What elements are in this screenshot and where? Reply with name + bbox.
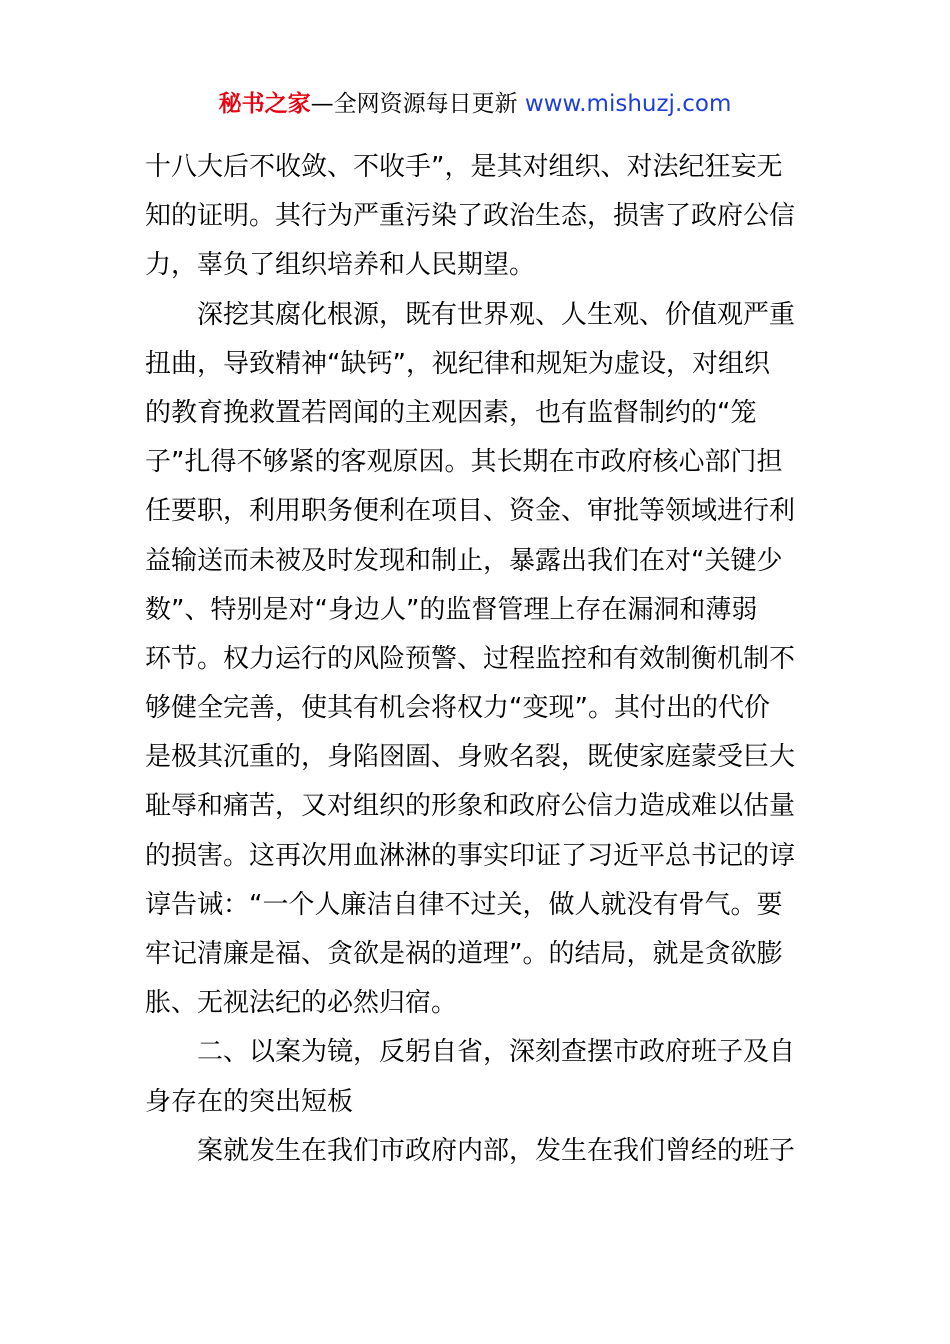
brand-name: 秘书之家 xyxy=(218,91,311,117)
text-line: 扭曲，导致精神“缺钙”，视纪律和规矩为虚设，对组织 xyxy=(145,348,770,379)
text-line: 案就发生在我们市政府内部，发生在我们曾经的班子 xyxy=(197,1135,796,1166)
text-line: 够健全完善，使其有机会将权力“变现”。其付出的代价 xyxy=(145,693,770,724)
document-body xyxy=(145,143,807,1176)
section-heading-line: 二、以案为镜，反躬自省，深刻查摆市政府班子及自 xyxy=(197,1037,796,1068)
text-line: 任要职，利用职务便利在项目、资金、审批等领域进行利 xyxy=(145,496,796,527)
text-line: 力，辜负了组织培养和人民期望。 xyxy=(145,250,536,281)
text-line: 的损害。这再次用血淋淋的事实印证了习近平总书记的谆 xyxy=(145,840,796,871)
text-line: 益输送而未被及时发现和制止，暴露出我们在对“关键少 xyxy=(145,545,783,576)
text-line: 数”、特别是对“身边人”的监督管理上存在漏洞和薄弱 xyxy=(145,594,758,625)
text-line: 十八大后不收敛、不收手”，是其对组织、对法纪狂妄无 xyxy=(145,152,783,182)
text-line: 谆告诫：“一个人廉洁自律不过关，做人就没有骨气。要 xyxy=(145,889,783,920)
text-line: 胀、无视法纪的必然归宿。 xyxy=(145,988,458,1019)
text-line: 的教育挽救置若罔闻的主观因素，也有监督制约的“笼 xyxy=(145,397,757,428)
text-line: 环节。权力运行的风险预警、过程监控和有效制衡机制不 xyxy=(145,643,796,674)
text-line: 深挖其腐化根源，既有世界观、人生观、价值观严重 xyxy=(197,299,796,330)
header-url-link[interactable]: www.mishuzj.com xyxy=(524,91,732,117)
text-line: 耻辱和痛苦，又对组织的形象和政府公信力造成难以估量 xyxy=(145,791,796,822)
text-line: 牢记清廉是福、贪欲是祸的道理”。的结局，就是贪欲膨 xyxy=(145,939,783,969)
text-line: 知的证明。其行为严重污染了政治生态，损害了政府公信 xyxy=(145,201,796,232)
section-heading-line: 身存在的突出短板 xyxy=(145,1086,354,1117)
text-line: 是极其沉重的，身陷囹圄、身败名裂，既使家庭蒙受巨大 xyxy=(145,742,796,773)
text-line: 子”扎得不够紧的客观原因。其长期在市政府核心部门担 xyxy=(145,447,783,478)
header-tagline: —全网资源每日更新 xyxy=(310,91,525,117)
document-header xyxy=(0,88,950,120)
